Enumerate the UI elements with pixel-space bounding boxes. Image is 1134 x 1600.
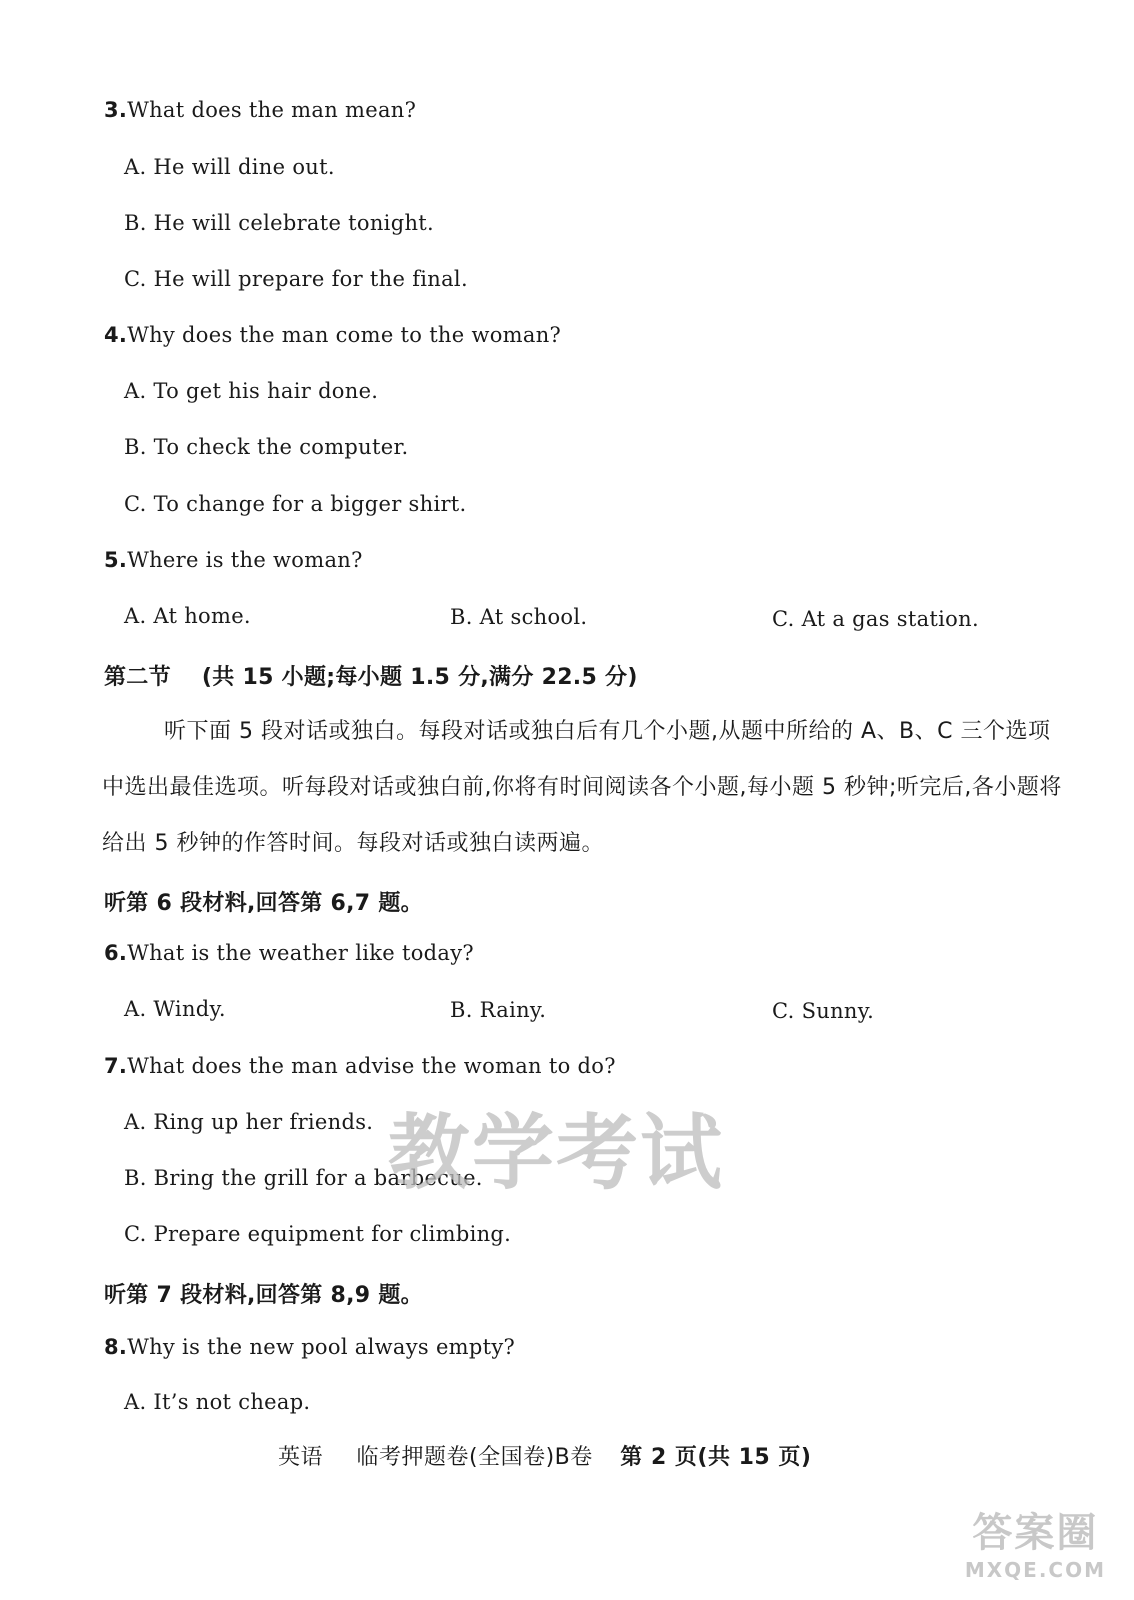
section-title: 第二节	[104, 665, 171, 690]
option-c: C. Prepare equipment for climbing.	[124, 1222, 512, 1246]
logo-text: 答案圈	[972, 1510, 1099, 1556]
section-instructions: 听下面 5 段对话或独白。每段对话或独白后有几个小题,从题中所给的 A、B、C 三个选项中选出最佳选项。听每段对话或独白前,你将有时间阅读各个小题,每小题 5 秒钟;听完后,各小题将给出 5 秒钟的作答时间。每段对话或独白读两遍。	[102, 719, 1062, 856]
option-c: C. He will prepare for the final.	[124, 267, 468, 291]
question-number: 6.	[104, 941, 128, 965]
option-a: A. To get his hair done.	[124, 379, 379, 403]
question-number: 4.	[104, 323, 128, 347]
listening-material-7: 听第 7 段材料,回答第 8,9 题。	[104, 1283, 423, 1308]
logo-url: MXQE.COM	[964, 1558, 1106, 1582]
option-a: A. Ring up her friends.	[124, 1110, 374, 1134]
question-text: Why does the man come to the woman?	[127, 323, 562, 347]
option-b: B. At school.	[450, 605, 588, 629]
option-a: A. He will dine out.	[124, 155, 335, 179]
option-b: B. Rainy.	[450, 998, 547, 1022]
footer-subject: 英语	[278, 1445, 324, 1470]
question-number: 3.	[104, 98, 128, 122]
option-b: B. To check the computer.	[124, 435, 409, 459]
option-c: C. Sunny.	[772, 999, 875, 1023]
question-6	[104, 941, 474, 965]
option-c: C. To change for a bigger shirt.	[124, 492, 467, 516]
listening-material-6: 听第 6 段材料,回答第 6,7 题。	[104, 891, 423, 916]
question-text: Why is the new pool always empty?	[127, 1335, 516, 1359]
question-7	[104, 1054, 616, 1078]
question-4	[104, 323, 561, 347]
section-score: (共 15 小题;每小题 1.5 分,满分 22.5 分)	[201, 665, 638, 690]
footer-page-number: 第 2 页(共 15 页)	[620, 1445, 812, 1470]
question-8	[104, 1335, 515, 1359]
question-number: 8.	[104, 1335, 128, 1359]
site-logo	[965, 1501, 1106, 1582]
question-text: What does the man mean?	[127, 98, 417, 122]
question-number: 7.	[104, 1054, 128, 1078]
watermark: 教学考试	[388, 1106, 725, 1201]
option-c: C. At a gas station.	[772, 607, 979, 631]
option-a: A. At home.	[124, 604, 251, 628]
section-heading	[104, 660, 638, 691]
question-3	[104, 98, 416, 122]
question-number: 5.	[104, 548, 128, 572]
option-b: B. He will celebrate tonight.	[124, 211, 434, 235]
question-5	[104, 548, 363, 572]
option-a: A. It’s not cheap.	[124, 1390, 311, 1414]
footer-paper: 临考押题卷(全国卷)B卷	[356, 1445, 593, 1470]
option-a: A. Windy.	[124, 997, 226, 1021]
question-text: What does the man advise the woman to do?	[127, 1054, 616, 1078]
option-b: B. Bring the grill for a barbecue.	[124, 1166, 483, 1190]
page-footer	[278, 1440, 811, 1471]
question-text: Where is the woman?	[127, 548, 363, 572]
question-text: What is the weather like today?	[127, 941, 474, 965]
